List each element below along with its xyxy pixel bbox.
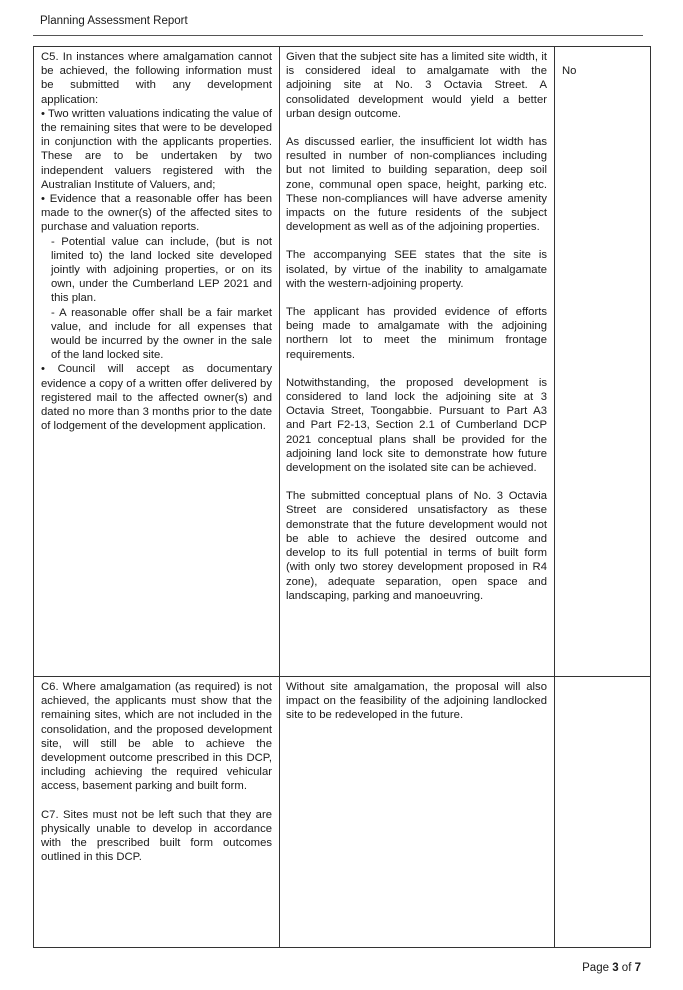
- page-number: Page 3 of 7: [582, 962, 641, 974]
- comment-cell: [280, 47, 555, 677]
- header-divider: [33, 35, 643, 36]
- control-text: - Potential value can include, (but is not limited to) the land locked site developed jointly with adjoining properties, or on its own, under the Cumberland LEP 2021 and this plan.: [51, 235, 272, 305]
- table-row: [34, 677, 651, 948]
- comment-text: Given that the subject site has a limited site width, it is considered ideal to amalgamate with the adjoining site at No. 3 Octavia Street. A consolidated development would yield a better urban design outcome.: [286, 51, 547, 120]
- compliance-value: [555, 677, 650, 694]
- compliance-cell: [555, 47, 651, 677]
- compliance-value: No: [562, 65, 577, 77]
- comment-text: Notwithstanding, the proposed development is considered to land lock the adjoining site at 3 Octavia Street, Toongabbie. Pursuant to Part A3 and Part F2-13, Section 2.1 of Cumberland DCP 2021 conceptual plans shall be provided for the adjoining land lock site to demonstrate how future development on the isolated site can be achieved.: [286, 376, 547, 475]
- comment-text: The submitted conceptual plans of No. 3 Octavia Street are considered unsatisfactory as these demonstrate that the future development would not be able to achieve the desired outcome and develop to its full potential in terms of built form (with only two storey development proposed in R4 zone), adequate separation, open space and landscaping, parking and manoeuvring.: [286, 490, 547, 602]
- control-cell: [34, 677, 280, 948]
- comment-text: The accompanying SEE states that the site is isolated, by virtue of the inability to amalgamate with the western-adjoining property.: [286, 249, 547, 290]
- control-cell: [34, 47, 280, 677]
- control-text: • Two written valuations indicating the value of the remaining sites that were to be developed in conjunction with the applicants properties. These are to be undertaken by two independent valuers registered with the Australian Institute of Valuers, and;: [41, 107, 272, 191]
- control-text: C5. In instances where amalgamation cannot be achieved, the following information must be submitted with any development application:: [41, 51, 272, 106]
- page-header-title: Planning Assessment Report: [40, 15, 188, 27]
- assessment-table: [33, 46, 651, 948]
- table-row: [34, 47, 651, 677]
- control-text: • Evidence that a reasonable offer has been made to the owner(s) of the affected sites to purchase and valuation reports.: [41, 193, 272, 234]
- compliance-cell: [555, 677, 651, 948]
- control-text: • Council will accept as documentary evidence a copy of a written offer delivered by registered mail to the affected owner(s) and dated no more than 3 months prior to the date of lodgement of the development application.: [41, 363, 272, 433]
- control-text: C7. Sites must not be left such that they are physically unable to develop in accordance with the prescribed built form outcomes outlined in this DCP.: [41, 808, 272, 864]
- control-text: - A reasonable offer shall be a fair market value, and include for all expenses that would be incurred by the owner in the sale of the land locked site.: [51, 306, 272, 362]
- comment-text: Without site amalgamation, the proposal will also impact on the feasibility of the adjoining landlocked site to be redeveloped in the future.: [286, 681, 547, 722]
- comment-text: The applicant has provided evidence of efforts being made to amalgamate with the adjoining northern lot to meet the minimum frontage requirements.: [286, 306, 547, 361]
- control-text: C6. Where amalgamation (as required) is not achieved, the applicants must show that the remaining sites, which are not included in the consolidation, and the proposed development site, will still be able to achieve the development outcome prescribed in this DCP, including achieving the required vehicular access, basement parking and built form.: [41, 681, 272, 793]
- comment-cell: [280, 677, 555, 948]
- comment-text: As discussed earlier, the insufficient lot width has resulted in number of non-compliances including but not limited to building separation, deep soil zone, communal open space, height, parking etc. These non-compliances will have adverse amenity impacts on the future residents of the subject development as well as of the adjoining properties.: [286, 136, 547, 234]
